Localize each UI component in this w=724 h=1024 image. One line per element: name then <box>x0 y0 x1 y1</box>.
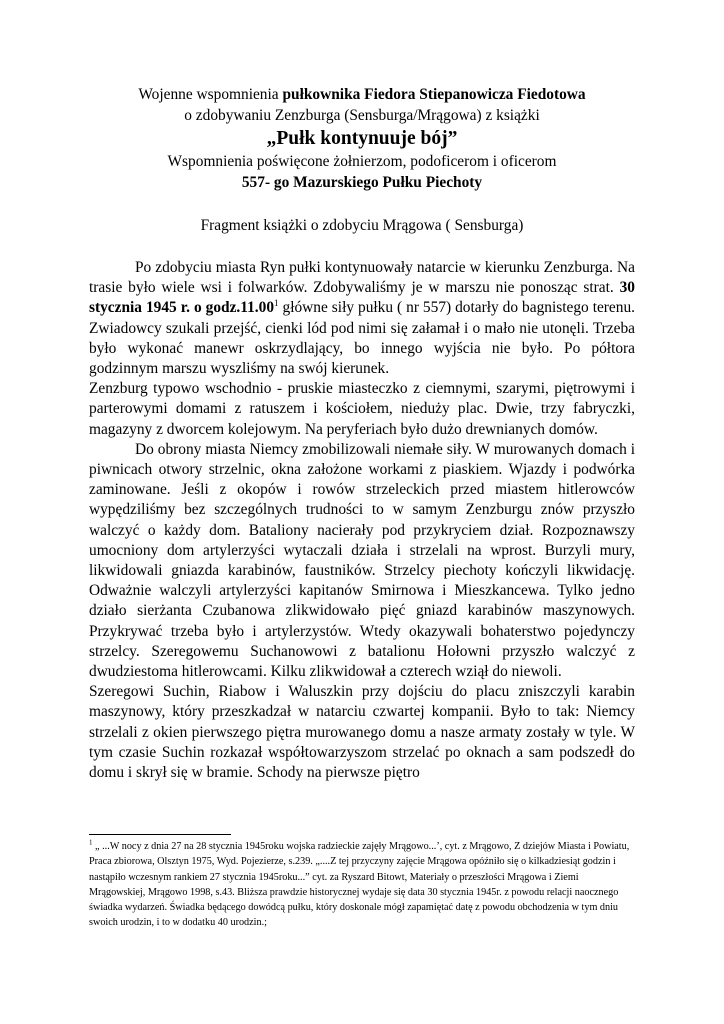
date-highlight: 30 stycznia 1945 r. o godz.11.00 <box>89 279 635 317</box>
header-line-4: Wspomnienia poświęcone żołnierzom, podoficerom i oficerom <box>167 153 557 170</box>
paragraph-4: Szeregowi Suchin, Riabow i Waluszkin przy dojściu do placu zniszczyli karabin maszynowy, który przeszkadzał w natarciu czwartej kompanii. Było to tak: Niemcy strzelali z okien pierwszego piętra murowanego domu a nasze armaty zostały w tyle. W tym czasie Suchin rozkazał współtowarzyszom strzelać po oknach a sam podszedł do domu i skrył się w bramie. Schody na pierwsze piętro <box>89 683 635 782</box>
footnote-marker: 1 <box>89 838 93 847</box>
footnote-separator <box>89 834 231 835</box>
header-line-1-prefix: Wojenne wspomnienia <box>138 86 283 103</box>
footnote <box>89 839 635 931</box>
footnote-text: „ ...W nocy z dnia 27 na 28 stycznia 1945roku wojska radzieckie zajęły Mrągowo...’, cyt. z Mrągowo, Z dziejów Miasta i Powiatu, Praca zbiorowa, Olsztyn 1975, Wyd. Pojezierze, s.239. „....Z tej przyczyny zajęcie Mrągowa opóźniło się o kilkadziesiąt godzin i nastąpiło wczesnym rankiem 27 stycznia 1945roku...” cyt. za Ryszard Bitowt, Materiały o przeszłości Mrągowa i Ziemi Mrągowskiej, Mrągowo 1998, s.43. Bliższa prawdzie historycznej wydaje się data 30 stycznia 1945r. z powodu relacji naocznego świadka wydarzeń. Świadka będącego dowódcą pułku, który doskonale mógł zapamiętać datę z powodu obchodzenia w tym dniu swoich urodzin, i to w dodatku 40 urodzin.; <box>89 841 630 929</box>
footnote-reference[interactable]: 1 <box>274 298 279 309</box>
paragraph-1-part-b: główne siły pułku ( nr 557) dotarły do bagnistego terenu. Zwiadowcy szukali przejść, cienki lód pod nimi się załamał i o mało nie utonęli. Trzeba było wykonać manewr oskrzydlający, bo innego wyjścia nie było. Po półtora godzinnym marszu wyszliśmy na swój kierunek. <box>89 299 635 378</box>
paragraph-2: Zenzburg typowo wschodnio - pruskie miasteczko z ciemnymi, szarymi, piętrowymi i parterowymi domami z ratuszem i kościołem, nieduży plac. Dwie, trzy fabryczki, magazyny z dworcem kolejowym. Na peryferiach było dużo drewnianych domów. <box>89 380 635 438</box>
colonel-name: pułkownika Fiedora Stiepanowicza Fiedotowa <box>282 86 586 103</box>
document-page <box>89 84 635 783</box>
body-text <box>89 258 635 783</box>
fragment-title: Fragment książki o zdobyciu Mrągowa ( Sensburga) <box>200 217 524 234</box>
paragraph-1-part-a: Po zdobyciu miasta Ryn pułki kontynuowały natarcie w kierunku Zenzburga. Na trasie było wiele wsi i folwarków. Zdobywaliśmy je w marszu nie ponosząc strat. <box>89 259 635 297</box>
header-line-2: o zdobywaniu Zenzburga (Sensburga/Mrągowa) z książki <box>184 107 540 124</box>
book-title: „Pułk kontynuuje bój” <box>266 128 458 149</box>
paragraph-3: Do obrony miasta Niemcy zmobilizowali niemałe siły. W murowanych domach i piwnicach otwory strzelnic, okna założone workami z piaskiem. Wjazdy i podwórka zaminowane. Jeśli z okopów i rowów strzeleckich przed miastem hitlerowców wypędziliśmy bez szczególnych trudności to w samym Zenzburgu znów przyszło walczyć o każdy dom. Bataliony nacierały pod przykryciem dział. Rozpoznawszy umocniony dom artylerzyści wytaczali działa i strzelali na wprost. Burzyli mury, likwidowali gniazda karabinów, faustników. Strzelcy piechoty kończyli likwidację. Odważnie walczyli artylerzyści kapitanów Smirnowa i Mieszkancewa. Tylko jedno działo sierżanta Czubanowa zlikwidowało pięć gniazd karabinów maszynowych. Przykrywać trzeba było i artylerzystów. Wtedy okazywali bohaterstwo pojedynczy strzelcy. Szeregowemu Suchanowowi z batalionu Hołowni przyszło walczyć z dwudziestoma hitlerowcami. Kilku zlikwidował a czterech wziął do niewoli. <box>89 440 635 681</box>
regiment-name: 557- go Mazurskiego Pułku Piechoty <box>241 174 483 191</box>
paragraph-1 <box>89 258 635 379</box>
header-line-1 <box>89 84 635 105</box>
